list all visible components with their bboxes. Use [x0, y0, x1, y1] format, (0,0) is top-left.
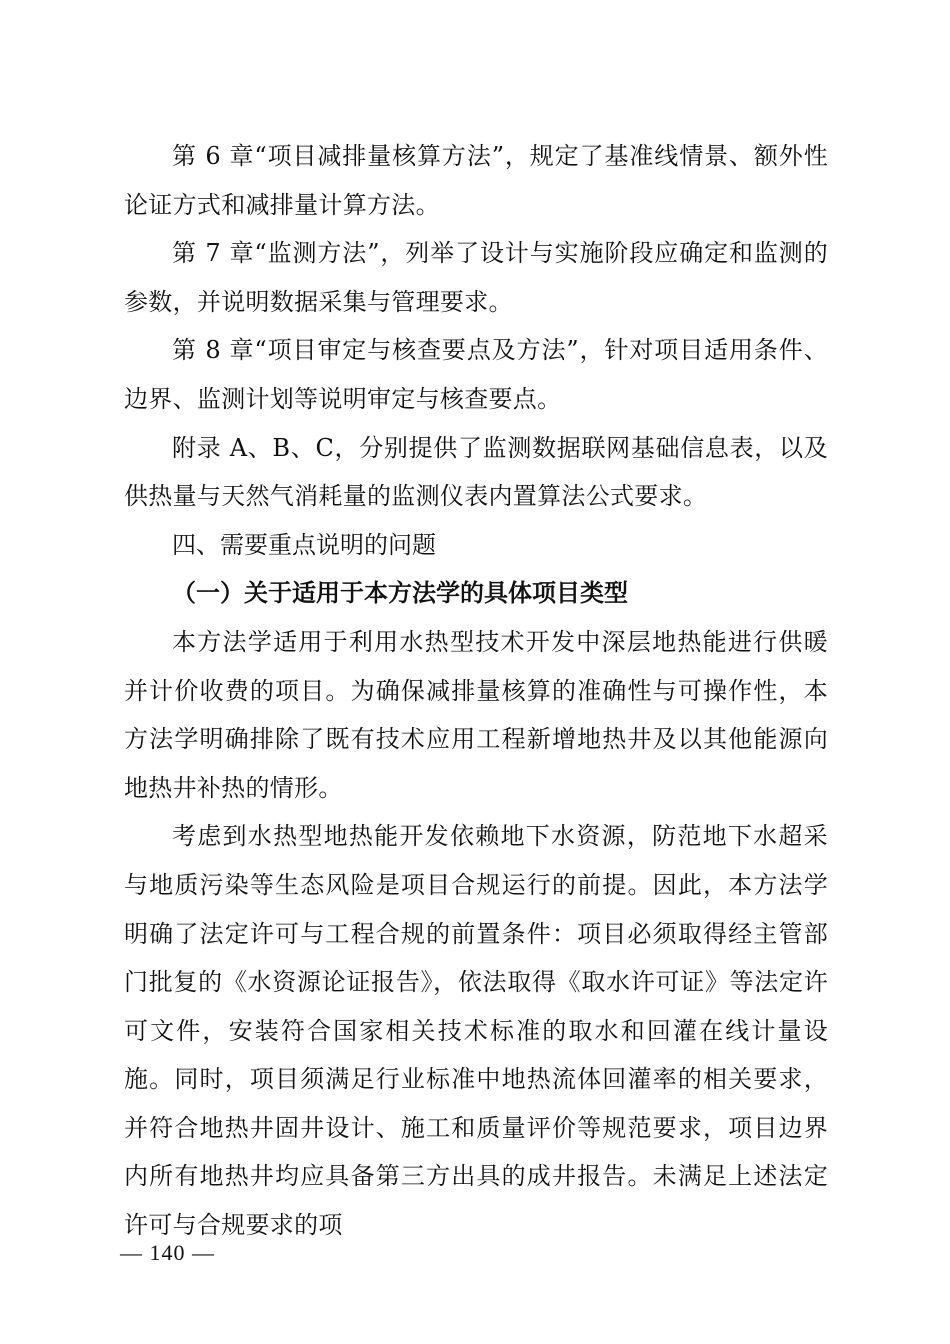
subsection-heading: （一）关于适用于本方法学的具体项目类型 [172, 578, 628, 608]
paragraph-chapter-8: 第 8 章“项目审定与核查要点及方法”，针对项目适用条件、边界、监测计划等说明审定与核查要点。 [124, 336, 828, 413]
page-number: — 140 — [120, 1240, 215, 1265]
paragraph-chapter-7: 第 7 章“监测方法”，列举了设计与实施阶段应确定和监测的参数，并说明数据采集与管理要求。 [124, 239, 828, 316]
paragraph-scope: 本方法学适用于利用水热型技术开发中深层地热能进行供暖并计价收费的项目。为确保减排量核算的准确性与可操作性，本方法学明确排除了既有技术应用工程新增地热井及以其他能源向地热井补热的情形。 [124, 627, 828, 802]
section-heading: 四、需要重点说明的问题 [172, 530, 436, 559]
paragraph-appendix: 附录 A、B、C，分别提供了监测数据联网基础信息表，以及供热量与天然气消耗量的监测仪表内置算法公式要求。 [124, 433, 828, 511]
paragraph-compliance: 考虑到水热型地热能开发依赖地下水资源，防范地下水超采与地质污染等生态风险是项目合规运行的前提。因此，本方法学明确了法定许可与工程合规的前置条件：项目必须取得经主管部门批复的《水资源论证报告》，依法取得《取水许可证》等法定许可文件，安装符合国家相关技术标准的取水和回灌在线计量设施。同时，项目须满足行业标准中地热流体回灌率的相关要求，并符合地热井固井设计、施工和质量评价等规范要求，项目边界内所有地热井均应具备第三方出具的成井报告。未满足上述法定许可与合规要求的项 [124, 822, 828, 1240]
paragraph-chapter-6: 第 6 章“项目减排量核算方法”，规定了基准线情景、额外性论证方式和减排量计算方法。 [124, 142, 828, 219]
document-body [124, 132, 828, 1250]
